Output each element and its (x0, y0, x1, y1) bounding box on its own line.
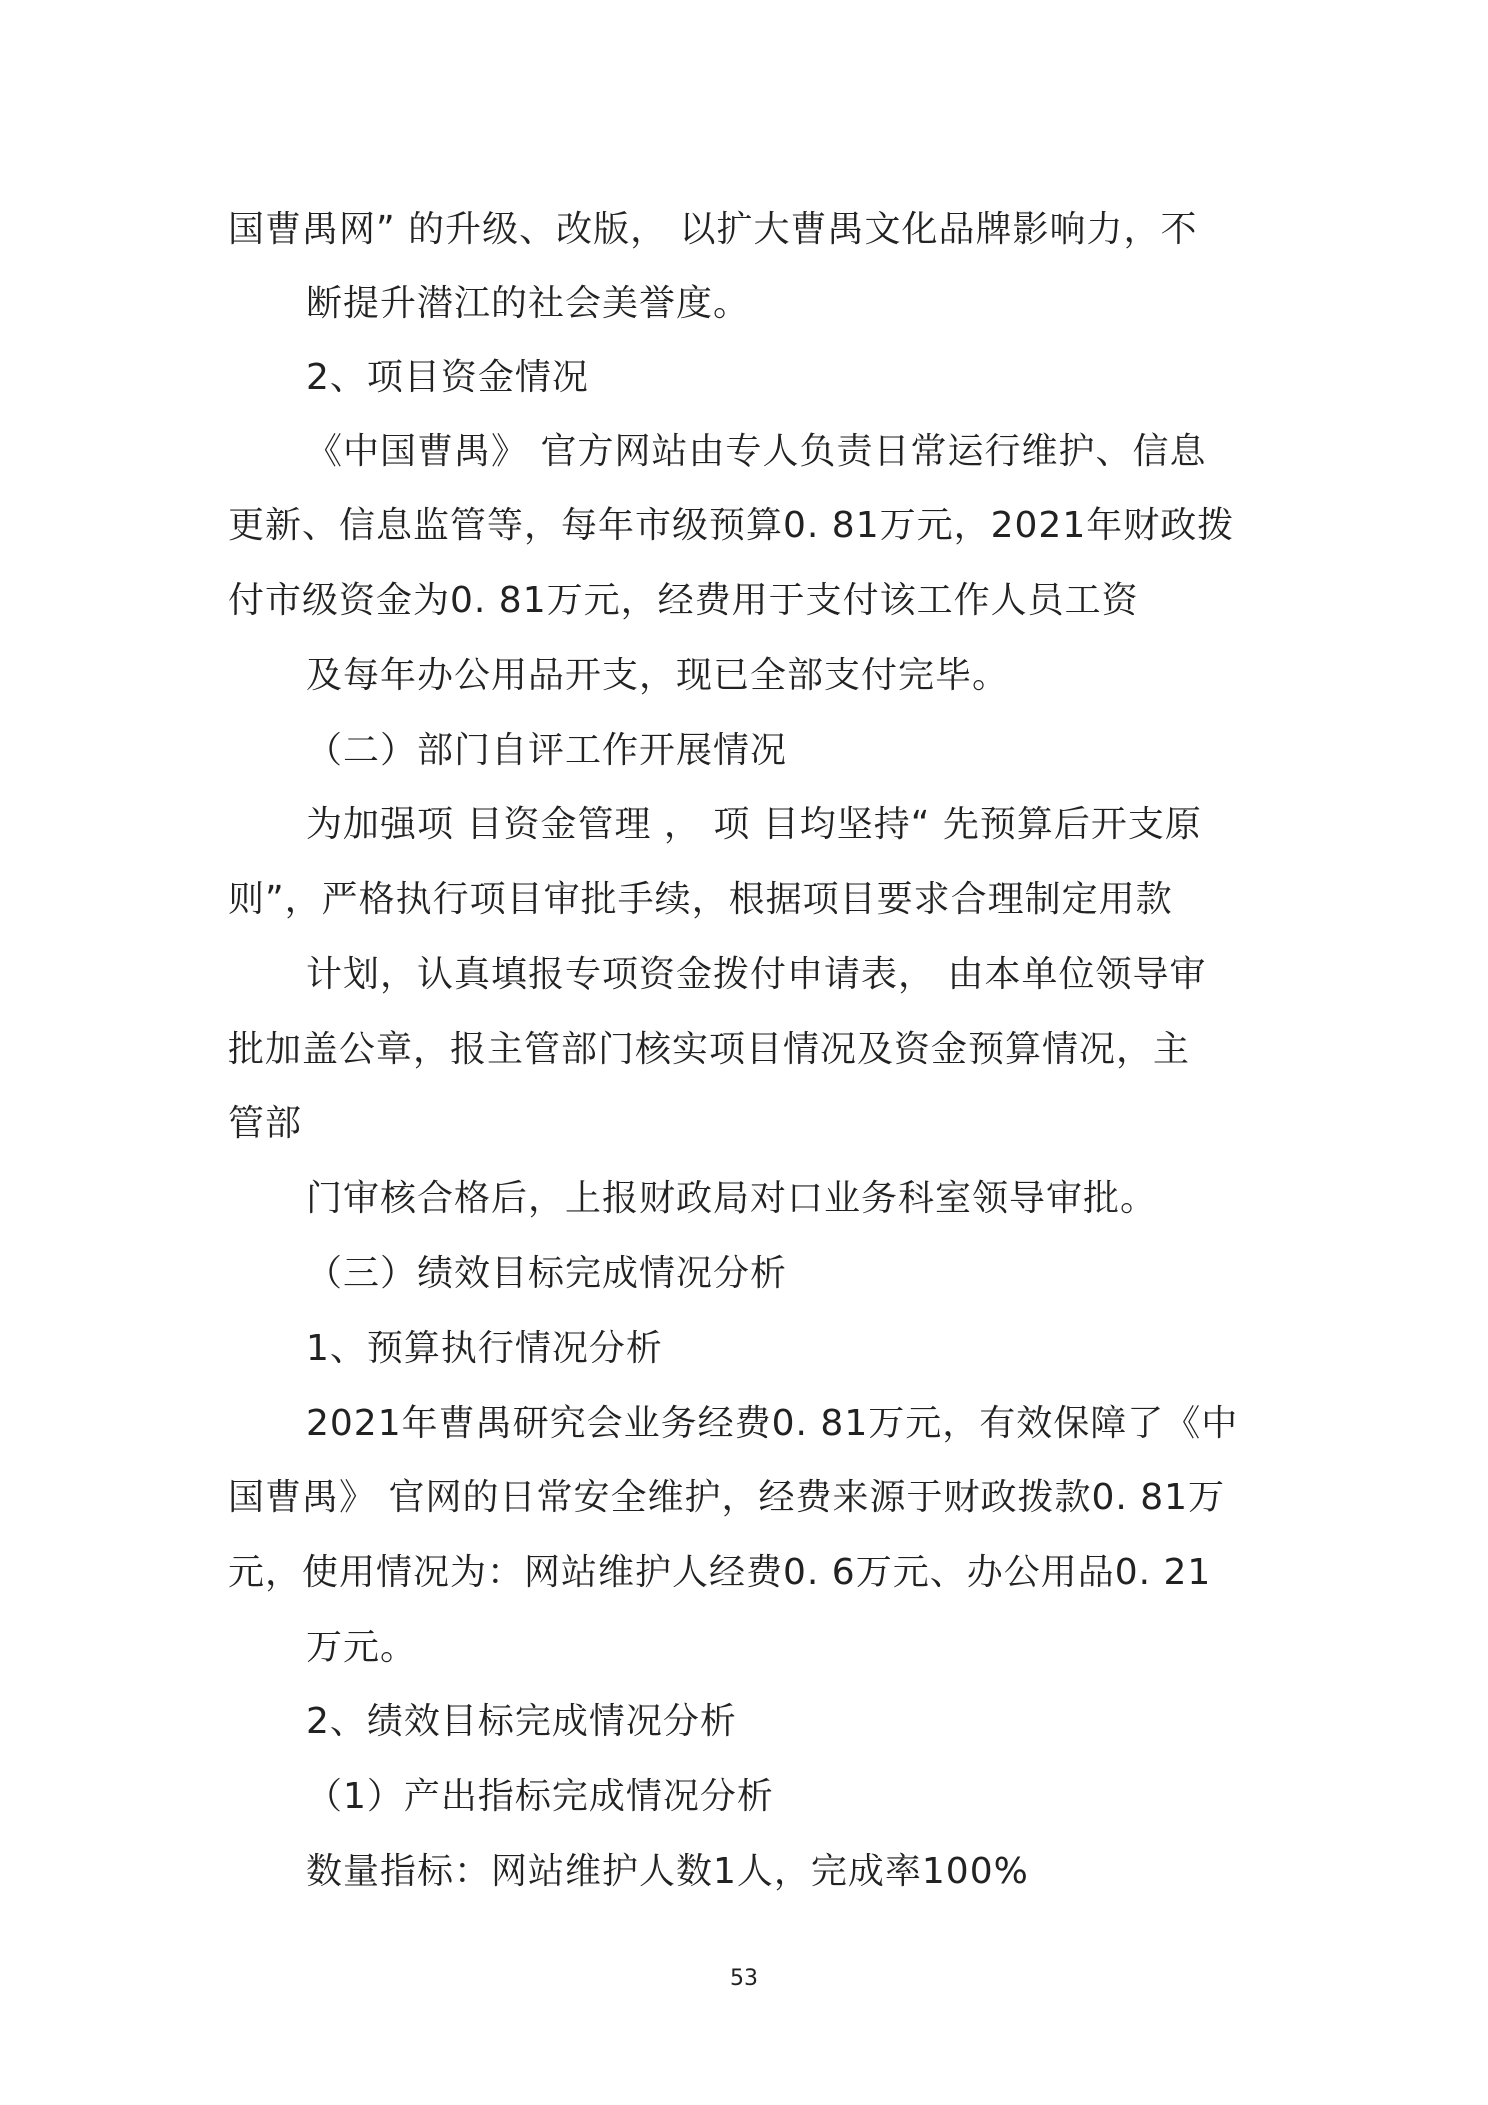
text-line-11: 计划，认真填报专项资金拨付申请表， 由本单位领导审 (306, 954, 1207, 995)
text-line-2: 断提升潜江的社会美誉度。 (306, 283, 751, 324)
text-line-1: 国曹禺网” 的升级、改版， 以扩大曹禺文化品牌影响力，不 (228, 209, 1198, 250)
text-line-17: 2021年曹禺研究会业务经费0. 81万元，有效保障了《中 (306, 1403, 1239, 1444)
section-heading-budget-execution: 1、预算执行情况分析 (306, 1328, 663, 1369)
section-heading-funding: 2、项目资金情况 (306, 357, 589, 398)
text-line-20: 万元。 (306, 1627, 418, 1668)
text-line-14: 门审核合格后，上报财政局对口业务科室领导审批。 (306, 1178, 1158, 1219)
section-heading-output-indicators: （1）产出指标完成情况分析 (306, 1776, 774, 1817)
text-line-10: 则”，严格执行项目审批手续，根据项目要求合理制定用款 (228, 879, 1173, 920)
text-line-9: 为加强项 目资金管理 ， 项 目均坚持“ 先预算后开支原 (306, 804, 1202, 845)
text-line-13: 管部 (228, 1103, 303, 1144)
text-line-7: 及每年办公用品开支，现已全部支付完毕。 (306, 655, 1010, 696)
text-line-19: 元，使用情况为：网站维护人经费0. 6万元、办公用品0. 21 (228, 1552, 1212, 1593)
section-heading-performance: （三）绩效目标完成情况分析 (306, 1253, 788, 1294)
text-line-23: 数量指标：网站维护人数1人，完成率100% (306, 1851, 1029, 1892)
text-line-5: 更新、信息监管等，每年市级预算0. 81万元，2021年财政拨 (228, 505, 1235, 546)
section-heading-self-evaluation: （二）部门自评工作开展情况 (306, 730, 788, 771)
text-line-6: 付市级资金为0. 81万元，经费用于支付该工作人员工资 (228, 580, 1139, 621)
text-line-18: 国曹禺》 官网的日常安全维护，经费来源于财政拨款0. 81万 (228, 1477, 1226, 1518)
text-line-12: 批加盖公章，报主管部门核实项目情况及资金预算情况，主 (228, 1029, 1191, 1070)
section-heading-goal-analysis: 2、绩效目标完成情况分析 (306, 1701, 737, 1742)
text-line-4: 《中国曹禺》 官方网站由专人负责日常运行维护、信息 (306, 431, 1207, 472)
page-number: 53 (730, 1966, 758, 1991)
